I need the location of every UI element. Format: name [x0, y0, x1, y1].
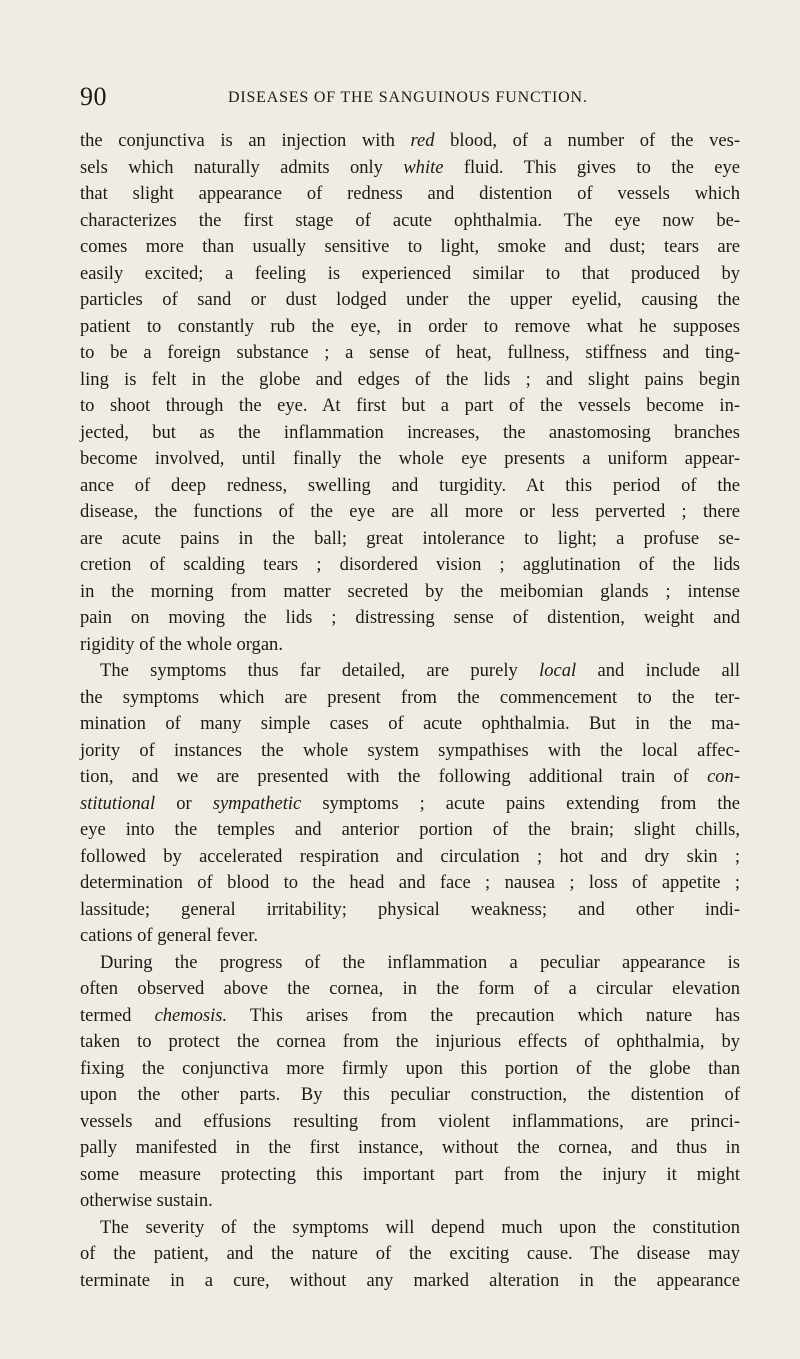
text-segment: cretion of scalding tears ; disordered vision ; agglutination of the lids	[80, 554, 740, 575]
text-line	[80, 526, 740, 553]
text-segment: fixing the conjunctiva more firmly upon this portion of the globe than	[80, 1057, 740, 1079]
text-segment: termed	[80, 1004, 155, 1026]
text-line	[80, 1109, 740, 1136]
text-segment: that slight appearance of redness and distention of vessels which	[80, 183, 740, 204]
text-segment: to shoot through the eye. At first but a part of the vessels become in-	[80, 395, 740, 416]
text-line	[80, 314, 740, 341]
text-line	[80, 1241, 740, 1268]
text-line	[80, 1188, 740, 1215]
text-line	[80, 605, 740, 632]
text-segment: This arises from the precaution which nature has	[227, 1004, 740, 1026]
text-line	[80, 1056, 740, 1083]
text-segment: comes more than usually sensitive to light, smoke and dust; tears are	[80, 236, 740, 257]
text-line	[80, 1215, 740, 1242]
text-line	[80, 208, 740, 235]
running-head: DISEASES OF THE SANGUINOUS FUNCTION.	[228, 89, 588, 106]
text-segment: cations of general fever.	[80, 925, 259, 946]
text-line	[80, 923, 740, 950]
text-segment: easily excited; a feeling is experienced similar to that produced by	[80, 262, 740, 284]
text-line	[80, 1162, 740, 1189]
text-segment: terminate in a cure, without any marked alteration in the appearance	[80, 1269, 740, 1291]
text-line	[80, 844, 740, 871]
text-line	[80, 367, 740, 394]
italic-term: white	[403, 156, 444, 178]
text-segment: followed by accelerated respiration and circulation ; hot and dry skin ;	[80, 845, 740, 867]
text-segment: jected, but as the inflammation increases, the anastomosing branches	[80, 421, 740, 443]
italic-term: local	[539, 660, 577, 681]
text-line	[80, 870, 740, 897]
text-segment: tion, and we are presented with the following additional train of	[80, 766, 708, 787]
text-line	[80, 499, 740, 526]
text-segment: ling is felt in the globe and edges of the lids ; and slight pains begin	[80, 368, 740, 390]
text-line	[80, 579, 740, 606]
text-segment: upon the other parts. By this peculiar construction, the distention of	[80, 1084, 740, 1105]
text-segment: During the progress of the inflammation a peculiar appearance is	[100, 951, 740, 973]
text-line	[80, 1268, 740, 1295]
text-segment: rigidity of the whole organ.	[80, 633, 283, 655]
text-line	[80, 340, 740, 367]
text-segment: determination of blood to the head and face ; nausea ; loss of appetite ;	[80, 872, 740, 893]
text-line	[80, 234, 740, 261]
text-segment: taken to protect the cornea from the injurious effects of ophthalmia, by	[80, 1031, 740, 1052]
text-segment: vessels and effusions resulting from violent inflammations, are princi-	[80, 1110, 740, 1132]
text-line	[80, 897, 740, 924]
text-line	[80, 711, 740, 738]
text-line	[80, 738, 740, 765]
italic-term: con-	[707, 766, 740, 787]
text-line	[80, 287, 740, 314]
text-line	[80, 791, 740, 818]
text-segment: The symptoms thus far detailed, are purely	[100, 660, 540, 681]
text-line	[80, 817, 740, 844]
text-segment: the symptoms which are present from the commencement to the ter-	[80, 686, 740, 708]
text-line	[80, 764, 740, 791]
text-line	[80, 1082, 740, 1109]
text-line	[80, 552, 740, 579]
text-line	[80, 473, 740, 500]
text-line	[80, 393, 740, 420]
italic-term: sympathetic	[212, 792, 302, 814]
text-line	[80, 261, 740, 288]
text-segment: patient to constantly rub the eye, in order to remove what he supposes	[80, 315, 740, 337]
text-line	[80, 420, 740, 447]
text-line	[80, 950, 740, 977]
text-segment: become involved, until finally the whole eye presents a uniform appear-	[80, 448, 740, 469]
text-segment: of the patient, and the nature of the exciting cause. The disease may	[80, 1243, 740, 1264]
page-header	[80, 82, 740, 112]
text-line	[80, 155, 740, 182]
text-segment: and include all	[576, 660, 740, 681]
italic-term: stitutional	[80, 792, 156, 814]
page-number: 90	[80, 82, 107, 111]
text-segment: disease, the functions of the eye are all more or less perverted ; there	[80, 501, 740, 522]
text-segment: pain on moving the lids ; distressing sense of distention, weight and	[80, 607, 740, 628]
text-segment: The severity of the symptoms will depend much upon the constitution	[100, 1216, 740, 1238]
text-segment: the conjunctiva is an injection with	[80, 130, 411, 151]
text-segment: fluid. This gives to the eye	[443, 156, 740, 178]
text-line	[80, 1135, 740, 1162]
text-segment: blood, of a number of the ves-	[434, 130, 740, 151]
text-segment: in the morning from matter secreted by the meibomian glands ; intense	[80, 580, 740, 602]
text-segment: some measure protecting this important part from the injury it might	[80, 1163, 740, 1185]
text-line	[80, 632, 740, 659]
text-line	[80, 1003, 740, 1030]
text-segment: sels which naturally admits only	[80, 156, 404, 178]
italic-term: red	[410, 130, 435, 151]
text-segment: eye into the temples and anterior portion of the brain; slight chills,	[80, 819, 740, 840]
text-segment: mination of many simple cases of acute ophthalmia. But in the ma-	[80, 713, 740, 734]
text-segment: often observed above the cornea, in the form of a circular elevation	[80, 978, 740, 999]
text-segment: otherwise sustain.	[80, 1190, 213, 1211]
text-segment: ance of deep redness, swelling and turgidity. At this period of the	[80, 474, 740, 496]
text-segment: symptoms ; acute pains extending from the	[301, 792, 741, 814]
text-segment: or	[155, 792, 213, 814]
italic-term: chemosis.	[154, 1004, 228, 1026]
text-line	[80, 1029, 740, 1056]
text-line	[80, 685, 740, 712]
text-segment: particles of sand or dust lodged under the upper eyelid, causing the	[80, 289, 740, 310]
text-segment: to be a foreign substance ; a sense of heat, fullness, stiffness and ting-	[80, 342, 740, 363]
text-segment: are acute pains in the ball; great intolerance to light; a profuse se-	[80, 527, 740, 549]
text-line	[80, 658, 740, 685]
text-segment: characterizes the first stage of acute ophthalmia. The eye now be-	[80, 209, 740, 231]
text-line	[80, 446, 740, 473]
text-line	[80, 976, 740, 1003]
text-line	[80, 181, 740, 208]
body-text	[80, 128, 740, 1294]
text-line	[80, 128, 740, 155]
text-segment: pally manifested in the first instance, without the cornea, and thus in	[80, 1137, 740, 1158]
text-segment: lassitude; general irritability; physical weakness; and other indi-	[80, 898, 740, 920]
text-segment: jority of instances the whole system sympathises with the local affec-	[80, 739, 740, 761]
